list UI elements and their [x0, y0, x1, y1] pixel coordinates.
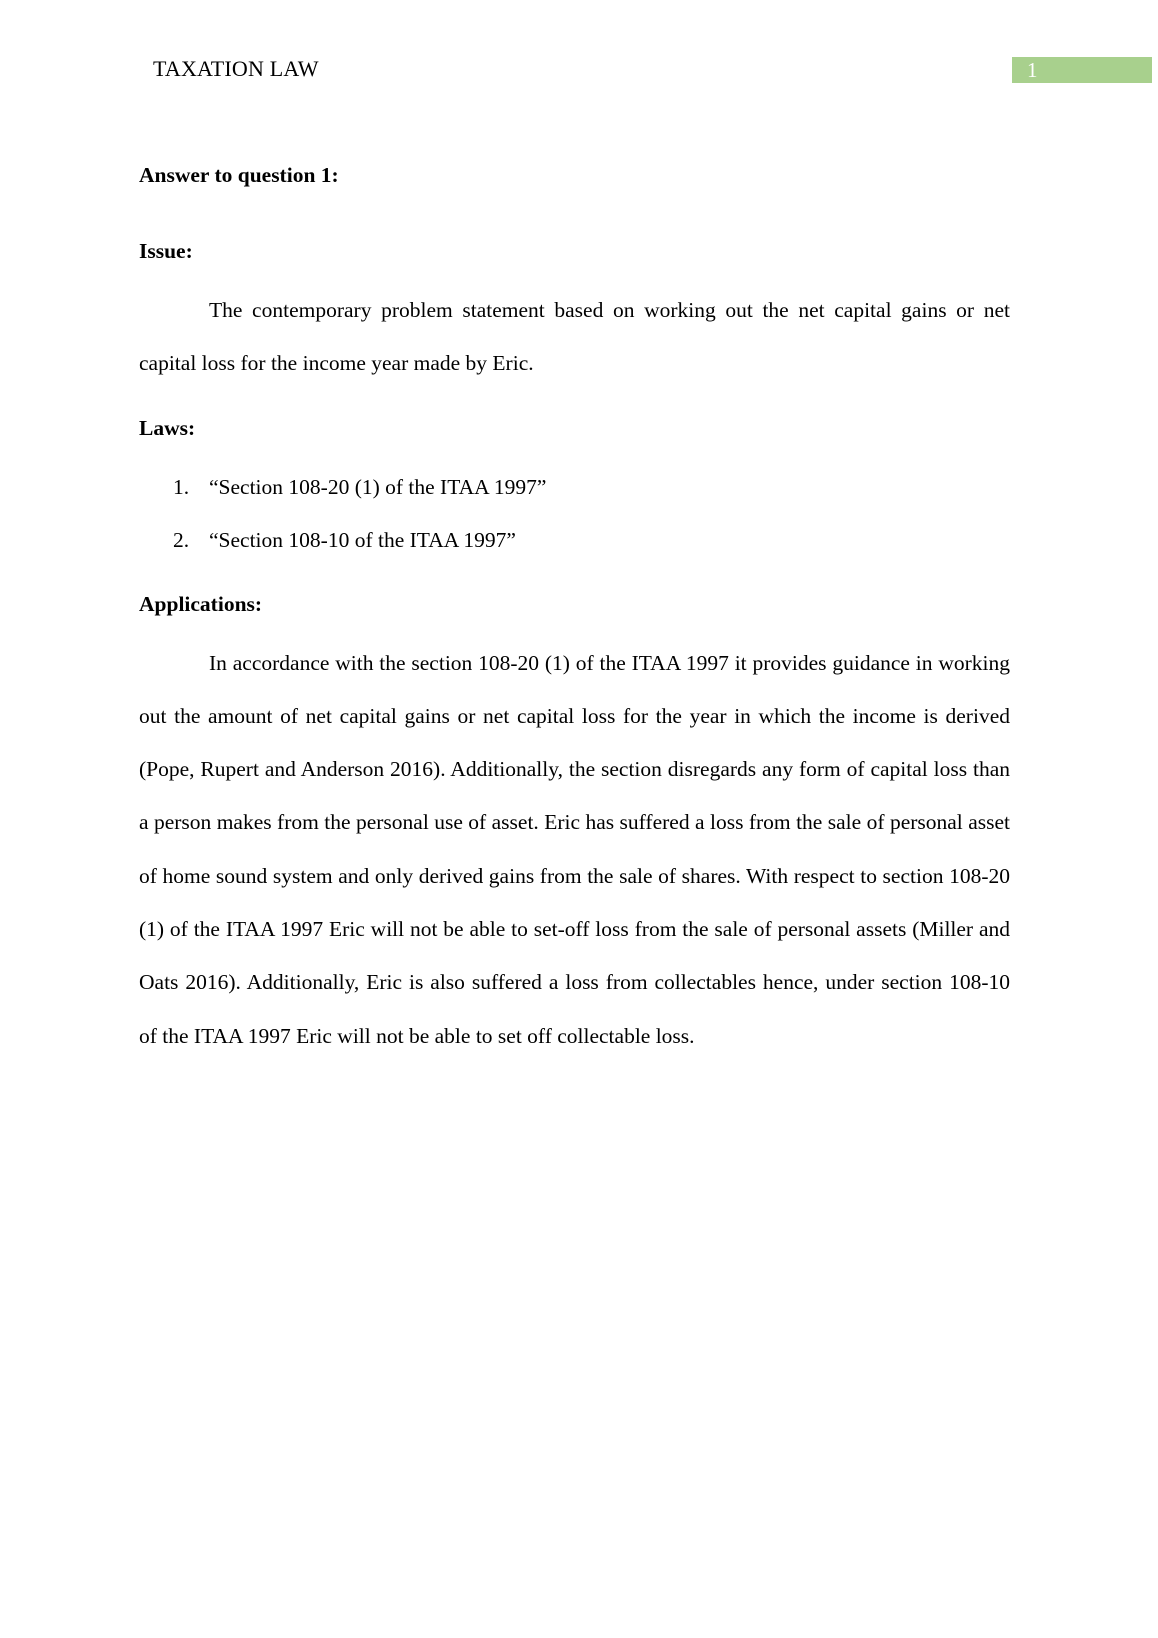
laws-list — [139, 461, 1010, 567]
laws-list-item — [139, 461, 1010, 514]
list-item-text: “Section 108-20 (1) of the ITAA 1997” — [209, 474, 547, 499]
laws-heading: Laws: — [139, 415, 196, 440]
list-item-text: “Section 108-10 of the ITAA 1997” — [209, 527, 516, 552]
applications-paragraph: In accordance with the section 108-20 (1) of the ITAA 1997 it provides guidance in working out the amount of net capital gains or net capital loss for the year in which the income is derived (Pope, Rupert and Anderson 2016). Additionally, the section disregards any form of capital loss than a person makes from the personal use of asset. Eric has suffered a loss from the sale of personal asset of home sound system and only derived gains from the sale of shares. With respect to section 108-20 (1) of the ITAA 1997 Eric will not be able to set-off loss from the sale of personal assets (Miller and Oats 2016). Additionally, Eric is also suffered a loss from collectables hence, under section 108-10 of the ITAA 1997 Eric will not be able to set off collectable loss. — [139, 650, 1010, 1048]
question-heading: Answer to question 1: — [139, 163, 339, 187]
running-header-title: TAXATION LAW — [153, 56, 319, 81]
issue-heading: Issue: — [139, 239, 193, 263]
laws-list-item — [139, 514, 1010, 567]
list-item-number: 1. — [173, 474, 190, 499]
page-number: 1 — [1027, 58, 1038, 82]
list-item-number: 2. — [173, 527, 190, 552]
document-body — [139, 158, 1010, 1063]
issue-paragraph: The contemporary problem statement based on working out the net capital gains or net capital loss for the income year made by Eric. — [139, 298, 1010, 376]
applications-heading: Applications: — [139, 591, 263, 616]
page-number-bar — [1012, 57, 1152, 83]
